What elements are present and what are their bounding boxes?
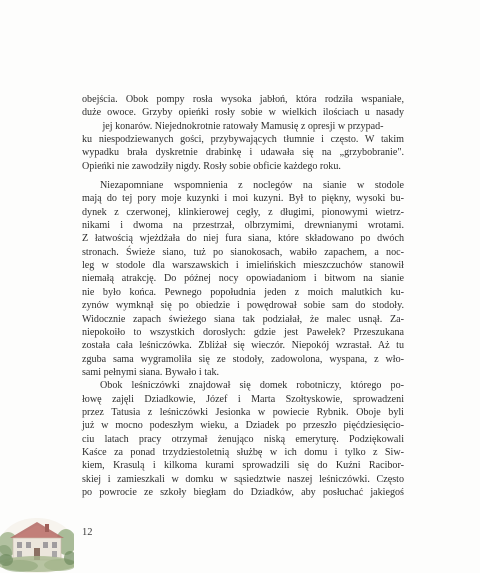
text-line: niepokoiło to wszystkich dorosłych: gdzie jest Pawełek? Przeszukana <box>82 326 404 338</box>
paragraph-2 <box>82 179 404 379</box>
body-text <box>82 93 404 499</box>
text-line: leg w stodole dla warszawskich i imielińskich mieszczuchów stanowił <box>82 260 404 272</box>
manor-house-icon <box>0 498 74 573</box>
text-line: nikami i dwoma na przestrzał, olbrzymimi, drewnianymi wrotami. <box>82 220 404 232</box>
text-line: nie było końca. Pewnego popołudnia jeden z moich malutkich ku- <box>82 286 404 298</box>
paragraph-3 <box>82 379 404 499</box>
text-line: Kaśce za ponad trzydziestoletnią służbę w ich domu i tylko z Siw- <box>82 446 404 458</box>
text-line: ciu latach pracy otrzymał żenująco niską emeryturę. Podziękowali <box>82 433 404 445</box>
text-line: łowę zajęli Dziadkowie, Józef i Marta Szołtyskowie, sprowadzeni <box>82 393 404 405</box>
text-line: Opieńki nie zawodziły nigdy. Rosły sobie obficie każdego roku. <box>82 160 341 172</box>
text-line: kiem, Krasulą i kilkoma kurami sprowadzili się do Kuźni Racibor- <box>82 460 404 472</box>
text-line: skiej i zamieszkali w domku w sąsiedztwie naszej leśniczówki. Często <box>82 473 404 485</box>
text-line: już w mocno podeszłym wieku, a Dziadek po przeszło pięćdziesięcio- <box>82 420 404 432</box>
text-line: Z łatwością wjeżdżała do niej fura siana, które składowano po dwóch <box>82 233 404 245</box>
text-line: przez Tatusia z leśniczówki Jesionka w powiecie Rybnik. Oboje byli <box>82 406 404 418</box>
text-line: jej konarów. Niejednokrotnie ratowały Mamusię z opresji w przypad- <box>102 120 384 132</box>
text-line: mają do tej pory moje kuzynki i moi kuzyni. Był to piękny, wysoki bu- <box>82 193 404 205</box>
text-line: zguba sama wygramoliła się ze stodoły, zadowolona, wyspana, z wło- <box>82 353 404 365</box>
text-line: zynów wymknął się po obiedzie i powędrował sobie sam do stodoły. <box>82 300 404 312</box>
text-line: ku niespodziewanych gości, przybywających tłumnie i często. W takim <box>82 134 404 146</box>
text-line: Obok leśniczówki znajdował się domek robotniczy, którego po- <box>100 380 404 392</box>
text-line: stronach. Świeże siano, tuż po sianokosach, wabiło zapachem, a noc- <box>82 246 404 258</box>
text-line: została cała leśniczówka. Zbliżał się wieczór. Niepokój wzrastał. Aż tu <box>82 340 404 352</box>
text-line: duże owoce. Grzyby opieńki rosły sobie w wielkich ilościach u nasady <box>82 107 404 119</box>
page-number: 12 <box>82 527 93 538</box>
paragraph-1 <box>82 93 404 173</box>
text-line: Widocznie zapach świeżego siana tak podziałał, że malec usnął. Za- <box>82 313 404 325</box>
text-line: Niezapomniane wspomnienia z noclegów na sianie w stodole <box>100 180 404 192</box>
text-line: dynek z czerwonej, klinkierowej cegły, z długimi, pionowymi wietrz- <box>82 206 404 218</box>
text-line: po powrocie ze szkoły biegłam do Dziadków, aby posłuchać jakiegoś <box>82 486 404 498</box>
text-line: niemałą atrakcję. Do późnej nocy opowiadaniom i bitwom na sianie <box>82 273 404 285</box>
text-line: wypadku brała dyskretnie drabinkę i udawała się na „grzybobranie". <box>82 147 404 159</box>
text-line: obejścia. Obok pompy rosła wysoka jabłoń, która rodziła wspaniałe, <box>82 94 404 105</box>
text-line: sami pełnymi siana. Bywało i tak. <box>82 366 220 378</box>
